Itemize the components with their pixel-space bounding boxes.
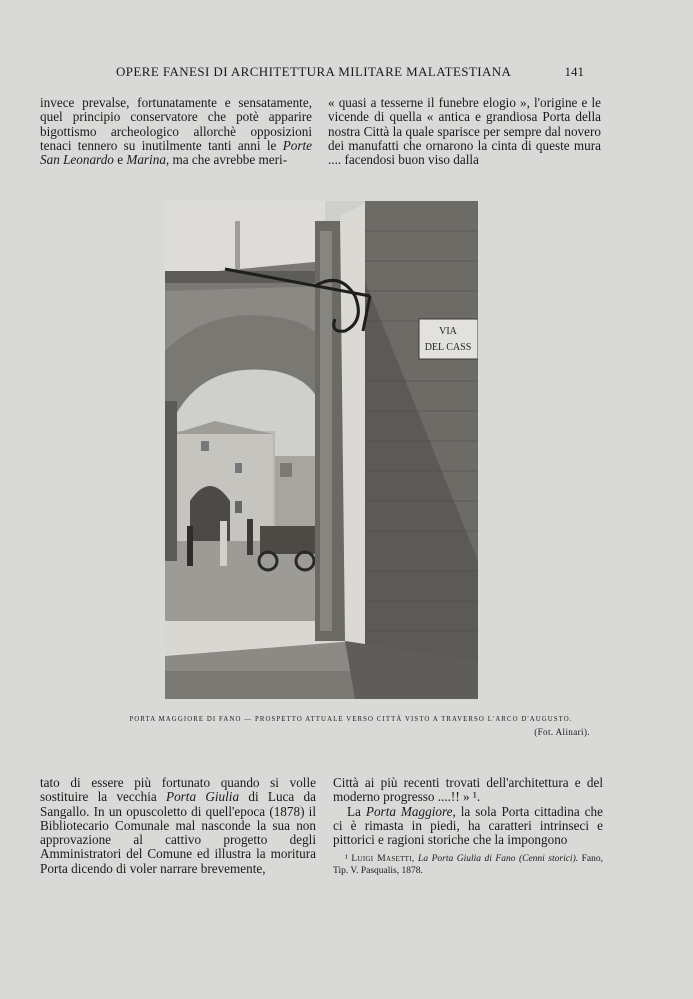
running-head (100, 64, 600, 84)
text-column-bottom-left (40, 776, 316, 876)
paragraph: Città ai più recenti trovati dell'architettura e del moderno progresso ....!! » ¹. (333, 775, 603, 805)
text-column-top-left (40, 96, 312, 167)
running-title: OPERE FANESI DI ARCHITETTURA MILITARE MALATESTIANA (116, 64, 512, 79)
paragraph: « quasi a tesserne il funebre elogio », l'origine e le vicende di quella « antica e grandiosa Porta della nostra Città la quale sparisce per sempre dal novero dei manufatti che ornarono la cinta di queste mura .... facendosi buon viso dalla (328, 95, 601, 168)
page-number: 141 (564, 64, 584, 79)
photo-credit: (Fot. Alinari). (534, 727, 590, 737)
paragraph: La Porta Maggiore, la sola Porta cittadina che ci è rimasta in piedi, ha caratteri intrinseci e pittorici e ragioni storiche che la impongono (333, 803, 603, 848)
photograph-porta-maggiore (165, 201, 478, 699)
footnote: ¹ Luigi Masetti, La Porta Giulia di Fano (Cenni storici). Fano, Tip. V. Pasqualis, 1878. (333, 854, 603, 877)
figure-caption: PORTA MAGGIORE DI FANO — PROSPETTO ATTUALE VERSO CITTÀ VISTO A TRAVERSO L'ARCO D'AUGUSTO. (129, 716, 573, 723)
paragraph: tato di essere più fortunato quando si volle sostituire la vecchia Porta Giulia di Luca da Sangallo. In un opuscoletto di quell'epoca (1878) il Bibliotecario Comunale mal nasconde la sua non approvazione al cattivo progetto degli Amministratori del Comune ed illustra la moritura Porta dicendo di voler narrare brevemente, (40, 775, 317, 876)
street-sign-line1: VIA (439, 326, 457, 337)
text-column-bottom-right (333, 776, 603, 877)
paragraph: invece prevalse, fortunatamente e sensatamente, quel principio conservatore che potè apparire bigottismo archeologico allorchè opposizioni tenaci tennero su inutilmente tanti anni le Porte San Leonardo e Marina, ma che avrebbe meri- (40, 95, 312, 168)
street-sign-line2: DEL CASS (424, 342, 472, 353)
text-column-top-right (328, 96, 601, 167)
